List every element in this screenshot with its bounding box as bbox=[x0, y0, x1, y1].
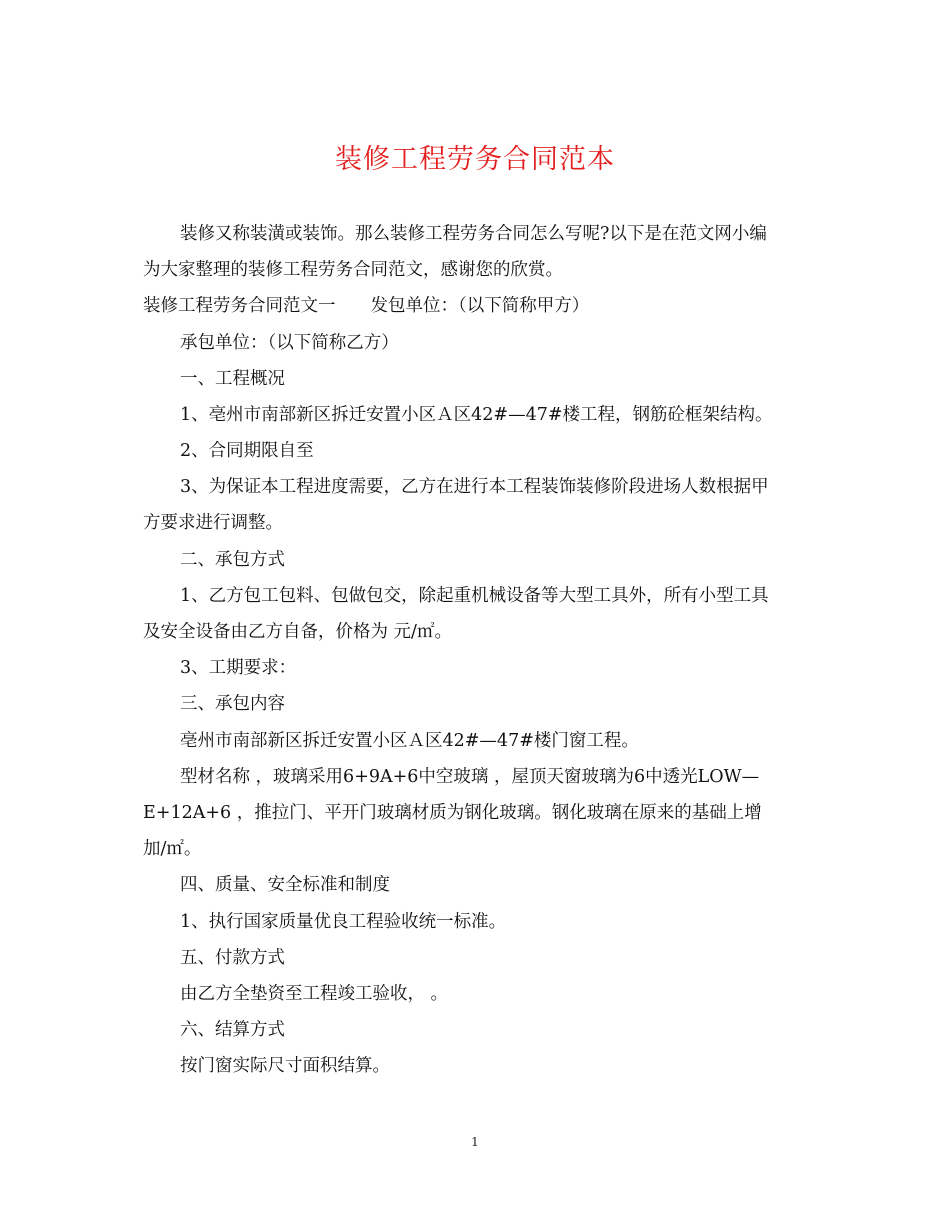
paragraph-line: 1、乙方包工包料、包做包交，除起重机械设备等大型工具外，所有小型工具 bbox=[180, 586, 769, 606]
paragraph-line: 2、合同期限自至 bbox=[180, 441, 314, 461]
section-heading: 四、质量、安全标准和制度 bbox=[180, 875, 390, 895]
paragraph-line: 1、亳州市南部新区拆迁安置小区Ａ区42#—47#楼工程，钢筋砼框架结构。 bbox=[180, 405, 773, 425]
paragraph-line: 由乙方全垫资至工程竣工验收， 。 bbox=[180, 984, 449, 1004]
section-heading: 五、付款方式 bbox=[180, 948, 285, 968]
paragraph-line: 3、为保证本工程进度需要，乙方在进行本工程装饰装修阶段进场人数根据甲 bbox=[180, 477, 769, 497]
document-title: 装修工程劳务合同范本 bbox=[335, 144, 615, 175]
section-heading: 二、承包方式 bbox=[180, 550, 285, 570]
section-heading: 六、结算方式 bbox=[180, 1020, 285, 1040]
paragraph-line: 装修工程劳务合同范文一 发包单位：（以下简称甲方） bbox=[143, 296, 590, 316]
paragraph-line: 方要求进行调整。 bbox=[143, 513, 283, 533]
paragraph-line: 为大家整理的装修工程劳务合同范文，感谢您的欣赏。 bbox=[143, 260, 563, 280]
paragraph-line: 承包单位：（以下简称乙方） bbox=[180, 333, 399, 353]
paragraph-line: 按门窗实际尺寸面积结算。 bbox=[180, 1056, 390, 1076]
page-number: 1 bbox=[471, 1135, 479, 1149]
paragraph-line: 型材名称 ，玻璃采用6+9A+6中空玻璃 ，屋顶天窗玻璃为6中透光LOW— bbox=[180, 767, 760, 787]
paragraph-line: 及安全设备由乙方自备，价格为 元/㎡。 bbox=[143, 622, 452, 642]
paragraph-line: 加/㎡。 bbox=[143, 839, 202, 859]
paragraph-line: E+12A+6 ，推拉门、平开门玻璃材质为钢化玻璃。钢化玻璃在原来的基础上增 bbox=[143, 803, 762, 823]
paragraph-line: 装修又称装潢或装饰。那么装修工程劳务合同怎么写呢?以下是在范文网小编 bbox=[180, 224, 767, 244]
paragraph-line: 亳州市南部新区拆迁安置小区Ａ区42#—47#楼门窗工程。 bbox=[180, 731, 639, 751]
section-heading: 三、承包内容 bbox=[180, 694, 285, 714]
paragraph-line: 3、工期要求： bbox=[180, 658, 297, 678]
section-heading: 一、工程概况 bbox=[180, 369, 285, 389]
paragraph-line: 1、执行国家质量优良工程验收统一标准。 bbox=[180, 912, 507, 932]
